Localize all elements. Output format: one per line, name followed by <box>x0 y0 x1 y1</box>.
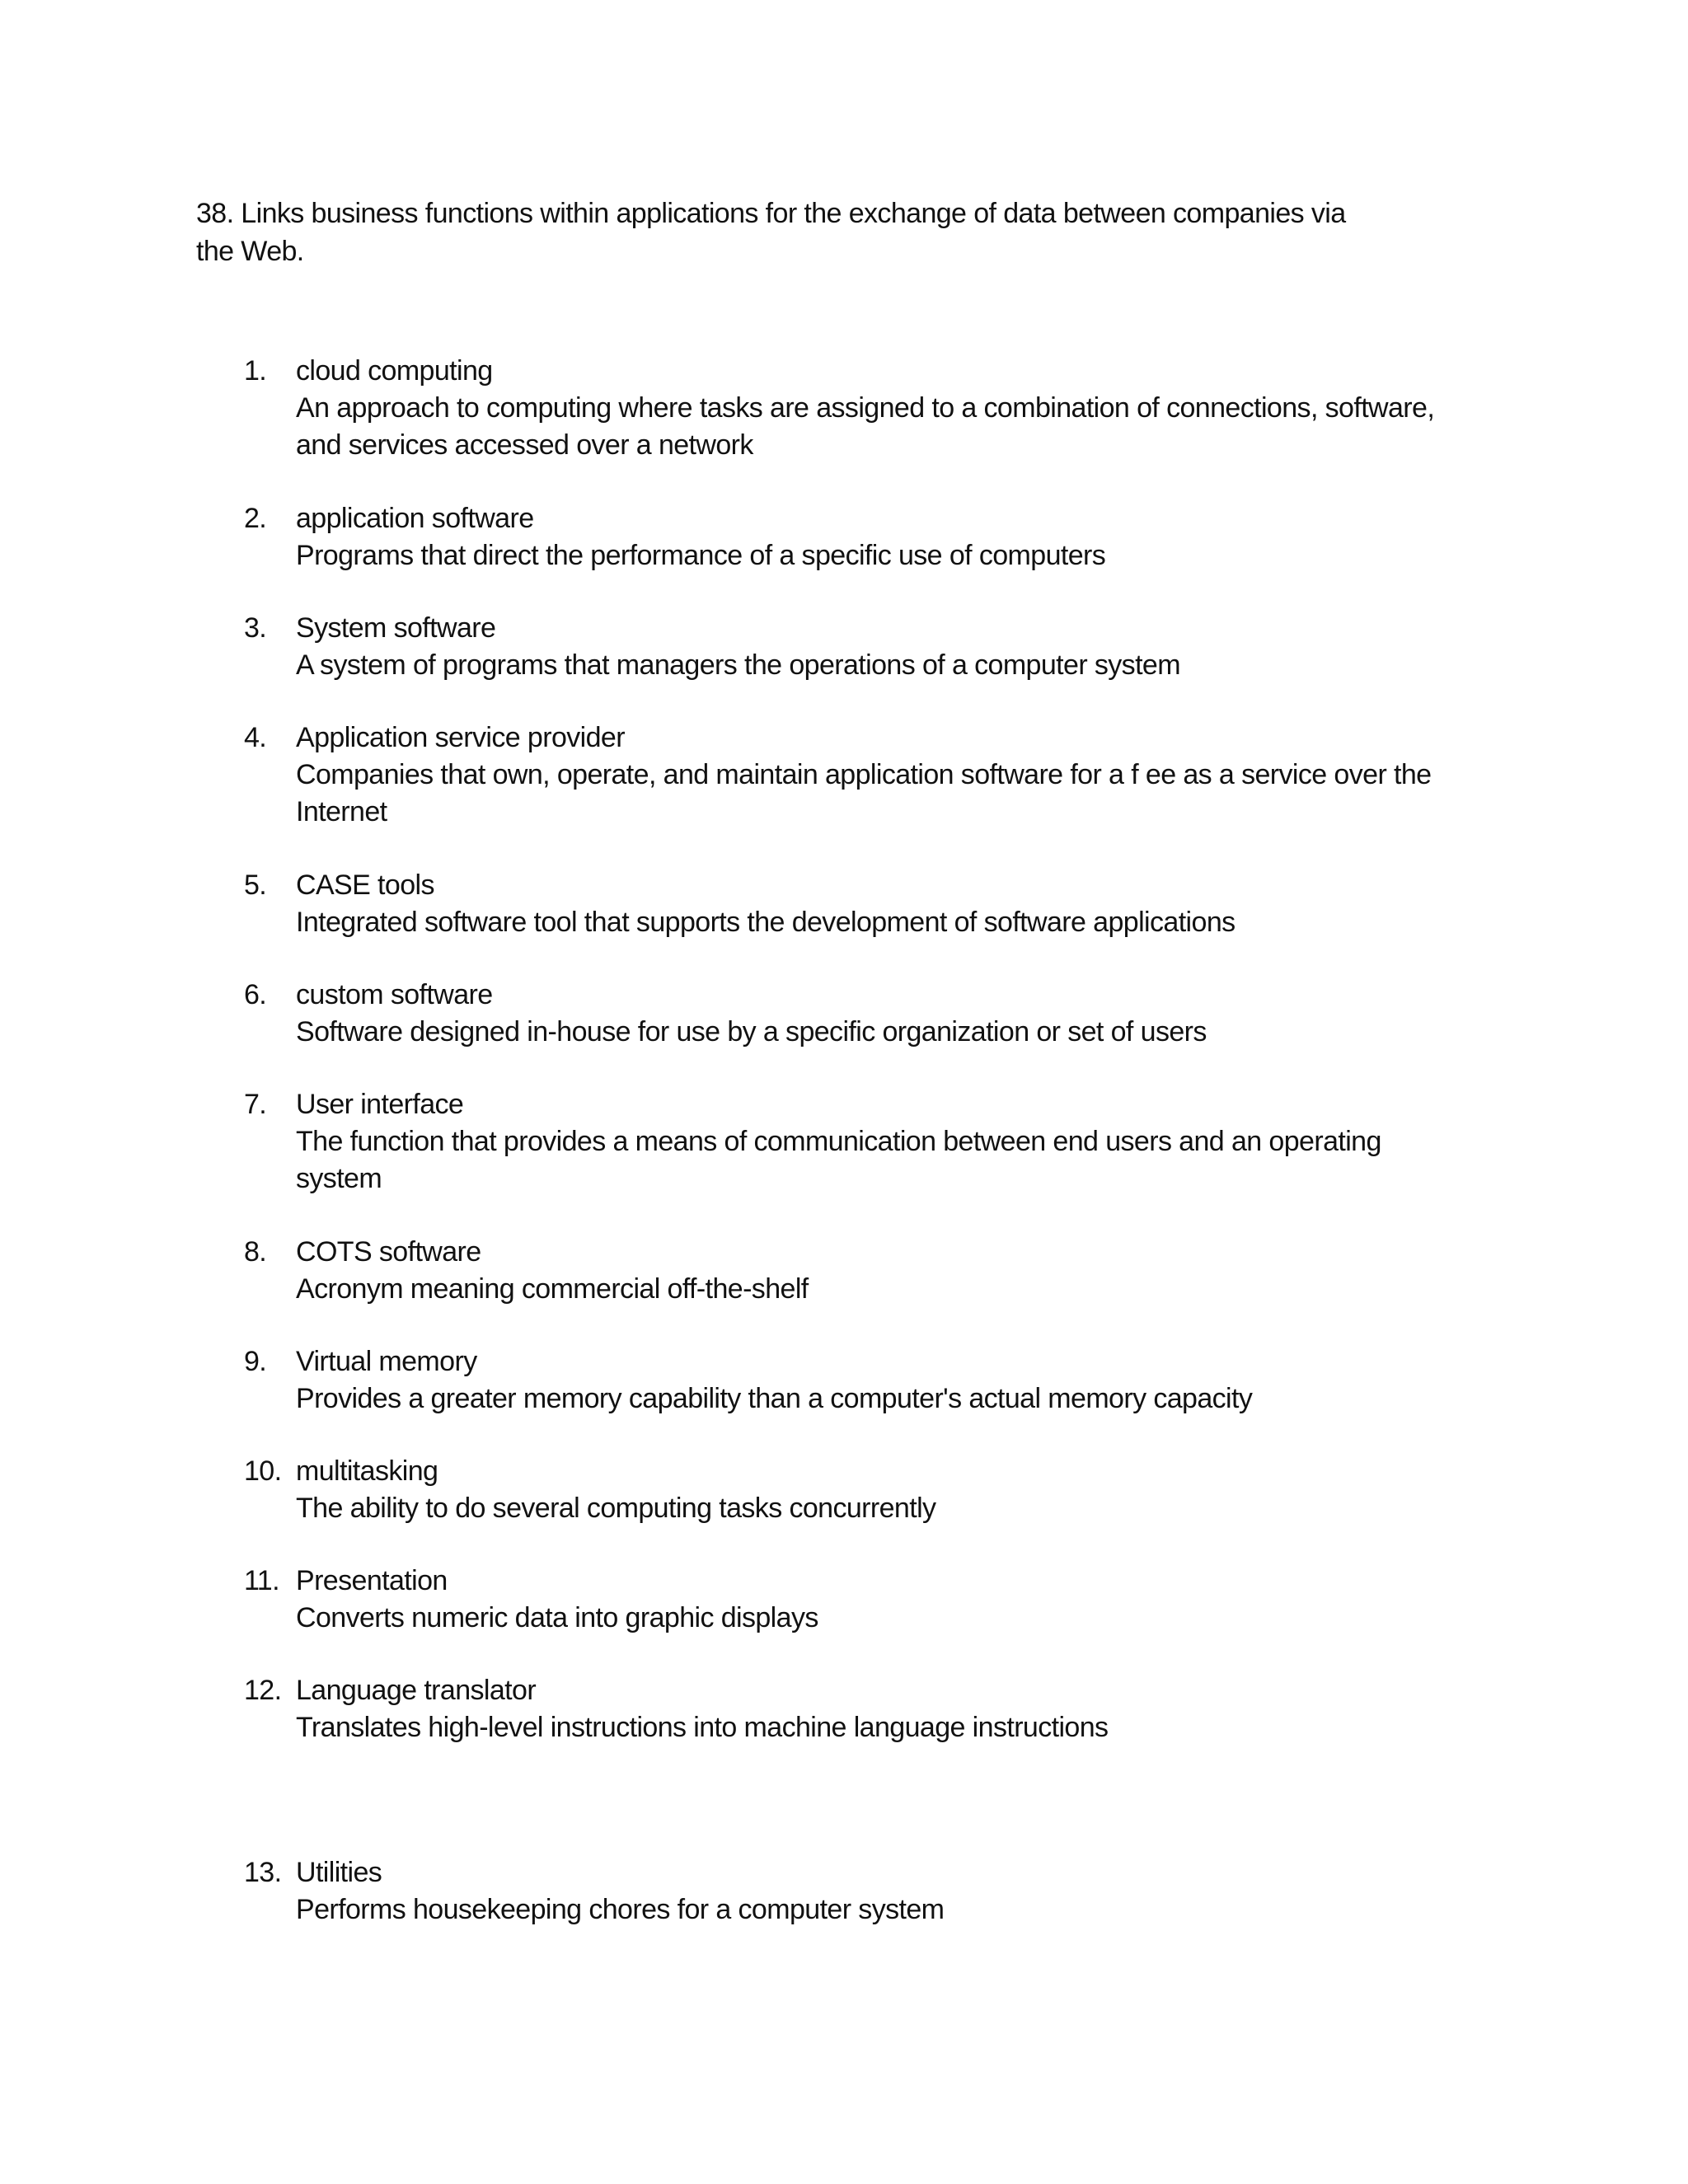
item-number: 2. <box>244 503 267 534</box>
item-term: Language translator <box>296 1675 537 1706</box>
item-definition: system <box>296 1163 382 1194</box>
item-definition: An approach to computing where tasks are assigned to a combination of connections, software, <box>296 392 1435 424</box>
item-number: 6. <box>244 979 267 1010</box>
item-definition: Software designed in-house for use by a specific organization or set of users <box>296 1016 1207 1047</box>
item-term: Application service provider <box>296 722 625 753</box>
item-number: 8. <box>244 1236 267 1268</box>
question-text <box>196 194 1449 270</box>
item-number: 3. <box>244 612 267 644</box>
item-term: Utilities <box>296 1857 382 1888</box>
item-number: 1. <box>244 355 267 387</box>
item-number: 7. <box>244 1089 267 1120</box>
item-term: custom software <box>296 979 493 1010</box>
item-term: Virtual memory <box>296 1346 477 1377</box>
question-line: 38. Links business functions within applications for the exchange of data between companies via <box>196 198 1346 229</box>
item-definition: Integrated software tool that supports the development of software applications <box>296 907 1236 938</box>
item-number: 5. <box>244 869 267 901</box>
item-definition: and services accessed over a network <box>296 429 753 461</box>
item-definition: The function that provides a means of communication between end users and an operating <box>296 1126 1381 1157</box>
item-definition: A system of programs that managers the operations of a computer system <box>296 649 1180 681</box>
item-term: COTS software <box>296 1236 481 1268</box>
question-line: the Web. <box>196 236 304 267</box>
item-definition: Internet <box>296 796 387 827</box>
item-definition: Programs that direct the performance of a specific use of computers <box>296 540 1106 571</box>
item-definition: Provides a greater memory capability than a computer's actual memory capacity <box>296 1383 1253 1414</box>
item-term: Presentation <box>296 1565 448 1596</box>
item-definition: Acronym meaning commercial off-the-shelf <box>296 1273 809 1305</box>
item-definition: The ability to do several computing tasks concurrently <box>296 1493 936 1524</box>
item-number: 13. <box>244 1857 282 1888</box>
item-term: multitasking <box>296 1455 438 1487</box>
item-definition: Companies that own, operate, and maintain application software for a f ee as a service over the <box>296 759 1432 790</box>
item-term: System software <box>296 612 496 644</box>
item-definition: Performs housekeeping chores for a computer system <box>296 1894 945 1925</box>
item-term: cloud computing <box>296 355 493 387</box>
item-term: application software <box>296 503 534 534</box>
item-term: CASE tools <box>296 869 434 901</box>
item-number: 12. <box>244 1675 282 1706</box>
item-definition: Converts numeric data into graphic displays <box>296 1602 818 1633</box>
item-term: User interface <box>296 1089 464 1120</box>
item-number: 10. <box>244 1455 282 1487</box>
item-number: 11. <box>244 1565 279 1596</box>
item-number: 4. <box>244 722 267 753</box>
item-definition: Translates high-level instructions into machine language instructions <box>296 1712 1109 1743</box>
item-number: 9. <box>244 1346 267 1377</box>
